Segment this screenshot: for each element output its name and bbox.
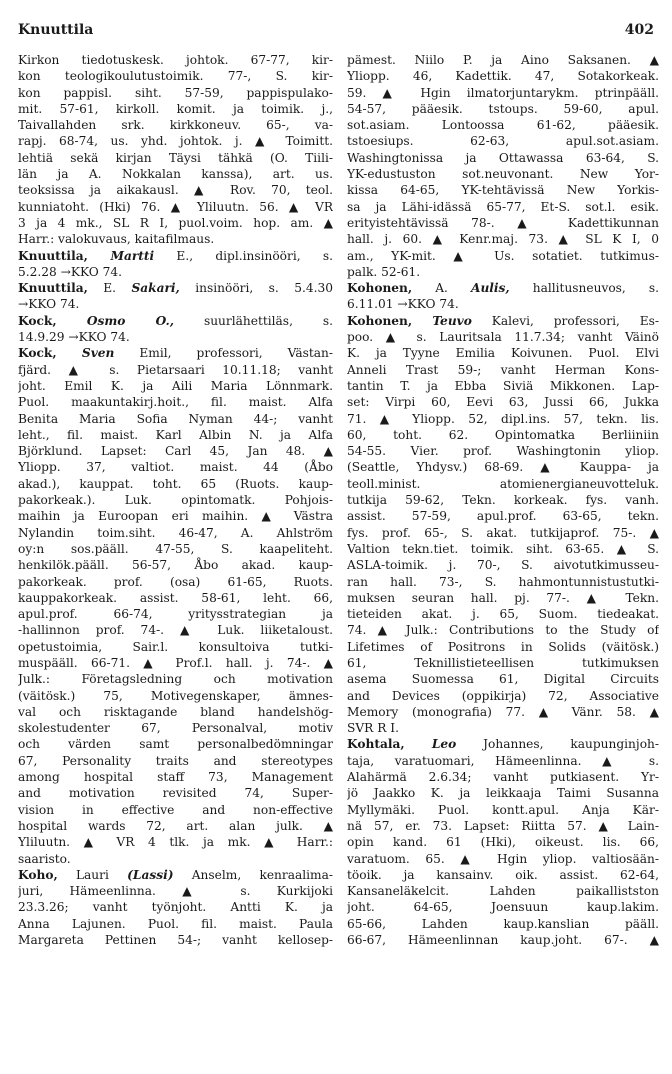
entry-text: akad.), kauppat. toht. 65 (Ruots. kaup- <box>18 476 333 491</box>
text-line <box>347 215 659 231</box>
entry-text: Kalevi, professori, Es- <box>471 313 659 328</box>
text-line <box>18 639 333 655</box>
entry-text: opetustoimia, Sair.l. konsultoiva tutki- <box>18 639 333 654</box>
entry-text: leht., fil. maist. Karl Albin N. ja Alfa <box>18 427 333 442</box>
text-line <box>18 818 333 834</box>
text-line <box>18 394 333 410</box>
entry-text: 54-55. Vier. prof. Washingtonin yliop. <box>347 444 659 459</box>
entry-text: hospital wards 72, art. alan julk. ▲ <box>18 818 333 833</box>
text-line <box>18 231 333 247</box>
entry-text: kauppakorkeak. assist. 58-61, leht. 66, <box>18 590 333 605</box>
text-line <box>18 215 333 231</box>
entry-text: ASLA-toimik. j. 70-, S. aivotutkimusseu- <box>347 558 659 573</box>
entry-text: töoik. ja kansainv. oik. assist. 62-64, <box>347 867 659 882</box>
text-line <box>18 574 333 590</box>
entry-text: maihin ja Euroopan eri maihin. ▲ Västra <box>18 509 333 524</box>
entry-text: varatuom. 65. ▲ Hgin yliop. valtiosään- <box>347 851 659 866</box>
text-line <box>18 199 333 215</box>
text-line <box>18 557 333 573</box>
text-line <box>18 101 333 117</box>
entry-text: 74. ▲ Julk.: Contributions to the Study of <box>347 623 659 638</box>
text-line <box>347 557 659 573</box>
entry-text: SVR R I. <box>347 721 399 736</box>
entry-text: (väitösk.) 75, Motivegenskaper, ämnes- <box>18 688 333 703</box>
text-line <box>347 834 659 850</box>
entry-text: -hallinnon prof. 74-. ▲ Luk. liiketaloust. <box>18 623 333 638</box>
text-line <box>347 574 659 590</box>
entry-text: YK-edustuston sot.neuvonant. New Yor- <box>347 167 659 182</box>
running-header <box>18 22 654 46</box>
text-line <box>18 133 333 149</box>
entry-given-name: (Lassi) <box>127 867 174 882</box>
entry-text: Puol. maakuntakirj.hoit., fil. maist. Alfa <box>18 395 333 410</box>
entry-text: Anneli Trast 59-; vanht Herman Kons- <box>347 362 659 377</box>
text-line <box>347 899 659 915</box>
text-line <box>347 296 659 312</box>
entry-text: 6.11.01 →KKO 74. <box>347 297 459 312</box>
entry-text: fjärd. ▲ s. Pietarsaari 10.11.18; vanht <box>18 362 333 377</box>
entry-text: teoll.minist. atomienergianeuvotteluk. <box>347 476 659 491</box>
text-line <box>18 736 333 752</box>
text-line <box>18 248 333 264</box>
text-line <box>18 264 333 280</box>
text-line <box>18 345 333 361</box>
text-line <box>347 248 659 264</box>
header-section-name: Knuuttila <box>18 22 94 38</box>
entry-text: 61, Teknillistieteellisen tutkimuksen <box>347 655 659 670</box>
text-line <box>347 932 659 948</box>
entry-text: muspääll. 66-71. ▲ Prof.l. hall. j. 74-. ▲ <box>18 655 333 670</box>
entry-text: and Devices (oppikirja) 72, Associative <box>347 688 659 703</box>
entry-text: joht. 64-65, Joensuun kaup.lakim. <box>347 900 659 915</box>
entry-text: Julk.: Företagsledning och motivation <box>18 672 333 687</box>
text-line <box>18 166 333 182</box>
entry-text: →KKO 74. <box>18 297 80 312</box>
entry-text: tantin T. ja Ebba Siviä Mikkonen. Lap- <box>347 378 659 393</box>
text-line <box>347 590 659 606</box>
entry-text: mit. 57-61, kirkoll. komit. ja toimik. j., <box>18 101 333 116</box>
entry-text: poo. ▲ s. Lauritsala 11.7.34; vanht Väinö <box>347 330 659 345</box>
entry-text: Anna Lajunen. Puol. fil. maist. Paula <box>18 916 333 931</box>
entry-text: (Seattle, Yhdysv.) 68-69. ▲ Kauppa- ja <box>347 460 659 475</box>
text-line <box>18 622 333 638</box>
entry-headword: Kohtala, <box>347 737 405 752</box>
text-line <box>18 802 333 818</box>
text-line <box>347 394 659 410</box>
entry-text: palk. 52-61. <box>347 264 421 279</box>
text-line <box>347 851 659 867</box>
entry-text: saaristo. <box>18 851 71 866</box>
text-line <box>18 655 333 671</box>
entry-headword: Kock, <box>18 346 57 361</box>
entry-text: Björklund. Lapset: Carl 45, Jan 48. ▲ <box>18 444 333 459</box>
entry-given-name: Sakari, <box>131 281 180 296</box>
text-line <box>347 166 659 182</box>
text-line <box>347 117 659 133</box>
entry-text: län ja A. Nokkalan kanssa), art. us. <box>18 167 333 182</box>
text-line <box>18 769 333 785</box>
text-line <box>18 704 333 720</box>
text-line <box>347 264 659 280</box>
entry-text: K. ja Tyyne Emilia Koivunen. Puol. Elvi <box>347 346 659 361</box>
entry-text: insinööri, s. 5.4.30 <box>179 281 333 296</box>
right-column <box>347 52 659 948</box>
entry-text: Taivallahden srk. kirkkoneuv. 65-, va- <box>18 118 333 133</box>
text-line <box>347 736 659 752</box>
text-line <box>347 85 659 101</box>
text-line <box>18 688 333 704</box>
entry-text: 14.9.29 →KKO 74. <box>18 330 130 345</box>
text-line <box>347 492 659 508</box>
entry-text: muksen seuran hall. pj. 77-. ▲ Tekn. <box>347 590 659 605</box>
entry-text: sa ja Lähi-idässä 65-77, Et-S. sot.l. esik. <box>347 199 659 214</box>
entry-text: nä 57, er. 73. Lapset: Riitta 57. ▲ Lain- <box>347 818 659 833</box>
text-line <box>347 101 659 117</box>
text-line <box>18 899 333 915</box>
entry-given-name: Aulis, <box>470 281 510 296</box>
entry-given-name: Sven <box>56 346 115 361</box>
entry-text: pakorkeak. prof. (osa) 61-65, Ruots. <box>18 574 333 589</box>
text-line <box>347 362 659 378</box>
entry-text: Yliopp. 46, Kadettik. 47, Sotakorkeak. <box>347 69 659 84</box>
entry-text: Nylandin toim.siht. 46-47, A. Ahlström <box>18 525 333 540</box>
text-line <box>347 329 659 345</box>
text-line <box>18 525 333 541</box>
entry-given-name: Martti <box>87 248 155 263</box>
entry-text: Margareta Pettinen 54-; vanht kellosep- <box>18 933 333 948</box>
text-line <box>347 688 659 704</box>
text-line <box>18 932 333 948</box>
entry-text: Memory (monografia) 77. ▲ Vänr. 58. ▲ <box>347 704 659 719</box>
text-line <box>347 459 659 475</box>
text-line <box>347 769 659 785</box>
entry-headword: Knuuttila, <box>18 281 88 296</box>
text-line <box>347 345 659 361</box>
text-line <box>18 753 333 769</box>
entry-text: hallitusneuvos, s. <box>509 281 659 296</box>
text-line <box>18 590 333 606</box>
entry-text: vision in effective and non-effective <box>18 802 333 817</box>
entry-text: sot.asiam. Lontoossa 61-62, pääesik. <box>347 118 659 133</box>
entry-text: erityistehtävissä 78-. ▲ Kadettikunnan <box>347 215 659 230</box>
entry-text: Yliluutn. ▲ VR 4 tlk. ja mk. ▲ Harr.: <box>18 835 333 850</box>
entry-text: ran hall. 73-, S. hahmontunnistustutki- <box>347 574 659 589</box>
entry-text: 65-66, Lahden kaup.kanslian pääll. <box>347 916 659 931</box>
entry-text: set: Virpi 60, Eevi 63, Jussi 66, Jukka <box>347 395 659 410</box>
entry-text: kunniatoht. (Hki) 76. ▲ Yliluutn. 56. ▲ VR <box>18 199 333 214</box>
entry-text: teoksissa ja aikakausl. ▲ Rov. 70, teol. <box>18 183 333 198</box>
entry-text: among hospital staff 73, Management <box>18 770 333 785</box>
entry-text: opin kand. 61 (Hki), oikeust. lis. 66, <box>347 835 659 850</box>
entry-text: henkilök.pääll. 56-57, Åbo akad. kaup- <box>18 558 333 573</box>
text-line <box>18 378 333 394</box>
text-line <box>18 541 333 557</box>
entry-headword: Koho, <box>18 867 58 882</box>
entry-text: joht. Emil K. ja Aili Maria Lönnmark. <box>18 378 333 393</box>
text-line <box>18 150 333 166</box>
text-line <box>347 622 659 638</box>
entry-text: Lauri <box>57 867 128 882</box>
text-line <box>18 883 333 899</box>
text-line <box>347 883 659 899</box>
entry-text: 23.3.26; vanht työnjoht. Antti K. ja <box>18 900 333 915</box>
entry-text: pämest. Niilo P. ja Aino Saksanen. ▲ <box>347 53 659 67</box>
text-line <box>18 329 333 345</box>
text-line <box>347 655 659 671</box>
text-line <box>347 476 659 492</box>
text-line <box>18 362 333 378</box>
text-line <box>347 378 659 394</box>
text-line <box>347 427 659 443</box>
entry-text: apul.prof. 66-74, yritysstrategian ja <box>18 607 333 622</box>
text-line <box>347 525 659 541</box>
text-line <box>18 606 333 622</box>
text-line <box>18 52 333 68</box>
text-line <box>347 313 659 329</box>
entry-text: tutkija 59-62, Tekn. korkeak. fys. vanh. <box>347 493 659 508</box>
text-line <box>347 182 659 198</box>
entry-text: Emil, professori, Västan- <box>114 346 333 361</box>
entry-text: asema Suomessa 61, Digital Circuits <box>347 672 659 687</box>
text-line <box>347 541 659 557</box>
entry-text: 5.2.28 →KKO 74. <box>18 264 122 279</box>
entry-text: E. <box>87 281 132 296</box>
text-line <box>18 117 333 133</box>
entry-text: Alahärmä 2.6.34; vanht putkiasent. Yr- <box>347 770 659 785</box>
text-line <box>347 231 659 247</box>
entry-text: Anselm, kenraalima- <box>173 867 333 882</box>
entry-headword: Kohonen, <box>347 313 413 328</box>
text-line <box>347 199 659 215</box>
entry-text: kon teologikoulutustoimik. 77-, S. kir- <box>18 69 333 84</box>
entry-text: kon pappisl. siht. 57-59, pappispulako- <box>18 85 333 100</box>
text-line <box>18 851 333 867</box>
entry-text: Washingtonissa ja Ottawassa 63-64, S. <box>347 150 659 165</box>
text-line <box>18 785 333 801</box>
entry-text: 71. ▲ Yliopp. 52, dipl.ins. 57, tekn. lis. <box>347 411 659 426</box>
entry-text: rapj. 68-74, us. yhd. johtok. j. ▲ Toimitt. <box>18 134 333 149</box>
text-line <box>347 68 659 84</box>
text-line <box>18 443 333 459</box>
entry-text: Benita Maria Sofia Nyman 44-; vanht <box>18 411 333 426</box>
entry-text: val och risktagande bland handelshög- <box>18 704 333 719</box>
entry-text: 59. ▲ Hgin ilmatorjuntarykm. ptrinpääll. <box>347 85 659 100</box>
text-line <box>347 753 659 769</box>
text-line <box>347 671 659 687</box>
entry-text: kissa 64-65, YK-tehtävissä New Yorkis- <box>347 183 659 198</box>
text-line <box>18 867 333 883</box>
text-line <box>18 85 333 101</box>
text-line <box>347 818 659 834</box>
entry-given-name: Osmo O., <box>56 313 175 328</box>
entry-text: 66-67, Hämeenlinnan kaup.joht. 67-. ▲ <box>347 933 659 948</box>
entry-text: A. <box>412 281 471 296</box>
text-line <box>18 313 333 329</box>
entry-text: pakorkeak.). Luk. opintomatk. Pohjois- <box>18 493 333 508</box>
entry-text: taja, varatuomari, Hämeenlinna. ▲ s. <box>347 753 659 768</box>
entry-headword: Kohonen, <box>347 281 413 296</box>
entry-text: Kirkon tiedotuskesk. johtok. 67-77, kir- <box>18 53 333 67</box>
text-line <box>347 802 659 818</box>
text-line <box>347 704 659 720</box>
left-column <box>18 52 333 948</box>
text-line <box>18 182 333 198</box>
text-line <box>347 785 659 801</box>
text-line <box>18 459 333 475</box>
entry-text: och värden samt personalbedömningar <box>18 737 333 752</box>
entry-text: Valtion tekn.tiet. toimik. siht. 63-65. ▲ S. <box>347 541 659 556</box>
page-number: 402 <box>624 22 654 38</box>
entry-text: and motivation revisited 74, Super- <box>18 786 333 801</box>
entry-text: oy:n sos.pääll. 47-55, S. kaapeliteht. <box>18 541 333 556</box>
entry-text: 3 ja 4 mk., SL R I, puol.voim. hop. am. ▲ <box>18 215 333 230</box>
text-line <box>347 639 659 655</box>
entry-text: Kansaneläkelcit. Lahden paikallistston <box>347 884 659 899</box>
entry-text: tstoesiups. 62-63, apul.sot.asiam. <box>347 134 659 149</box>
entry-text: 60, toht. 62. Opintomatka Berliiniin <box>347 427 659 442</box>
entry-headword: Kock, <box>18 313 57 328</box>
text-line <box>18 916 333 932</box>
text-line <box>18 68 333 84</box>
text-line <box>347 52 659 68</box>
text-line <box>347 443 659 459</box>
entry-text: juri, Hämeenlinna. ▲ s. Kurkijoki <box>18 884 333 899</box>
entry-text: fys. prof. 65-, S. akat. tutkijaprof. 75-. ▲ <box>347 525 659 540</box>
entry-text: Myllymäki. Puol. kontt.apul. Anja Kär- <box>347 802 659 817</box>
entry-text: suurlähettiläs, s. <box>174 313 333 328</box>
entry-text: am., YK-mit. ▲ Us. sotatiet. tutkimus- <box>347 248 659 263</box>
entry-text: 67, Personality traits and stereotypes <box>18 753 333 768</box>
text-line <box>18 296 333 312</box>
text-line <box>18 411 333 427</box>
entry-text: lehtiä sekä kirjan Täysi tähkä (O. Tiili- <box>18 150 333 165</box>
text-line <box>347 867 659 883</box>
text-line <box>18 280 333 296</box>
text-line <box>347 133 659 149</box>
entry-given-name: Teuvo <box>412 313 472 328</box>
text-line <box>18 427 333 443</box>
text-line <box>18 834 333 850</box>
text-line <box>347 720 659 736</box>
text-line <box>18 671 333 687</box>
entry-text: Johannes, kaupunginjoh- <box>456 737 659 752</box>
entry-text: skolestudenter 67, Personalval, motiv <box>18 721 333 736</box>
entry-text: assist. 57-59, apul.prof. 63-65, tekn. <box>347 509 659 524</box>
entry-given-name: Leo <box>404 737 457 752</box>
text-line <box>18 492 333 508</box>
text-line <box>18 720 333 736</box>
entry-text: E., dipl.insinööri, s. <box>154 248 333 263</box>
text-line <box>18 508 333 524</box>
entry-text: Yliopp. 37, valtiot. maist. 44 (Åbo <box>18 460 333 475</box>
text-line <box>347 150 659 166</box>
text-line <box>347 280 659 296</box>
entry-text: tieteiden akat. j. 65, Suom. tiedeakat. <box>347 607 659 622</box>
text-line <box>347 606 659 622</box>
text-line <box>18 476 333 492</box>
text-line <box>347 916 659 932</box>
entry-headword: Knuuttila, <box>18 248 88 263</box>
text-line <box>347 411 659 427</box>
entry-text: jö Jaakko K. ja leikkaaja Taimi Susanna <box>347 786 659 801</box>
entry-text: 54-57, pääesik. tstoups. 59-60, apul. <box>347 101 659 116</box>
entry-text: Harr.: valokuvaus, kaitafilmaus. <box>18 232 215 247</box>
entry-text: Lifetimes of Positrons in Solids (väitösk.) <box>347 639 659 654</box>
entry-text: hall. j. 60. ▲ Kenr.maj. 73. ▲ SL K I, 0 <box>347 232 659 247</box>
text-line <box>347 508 659 524</box>
